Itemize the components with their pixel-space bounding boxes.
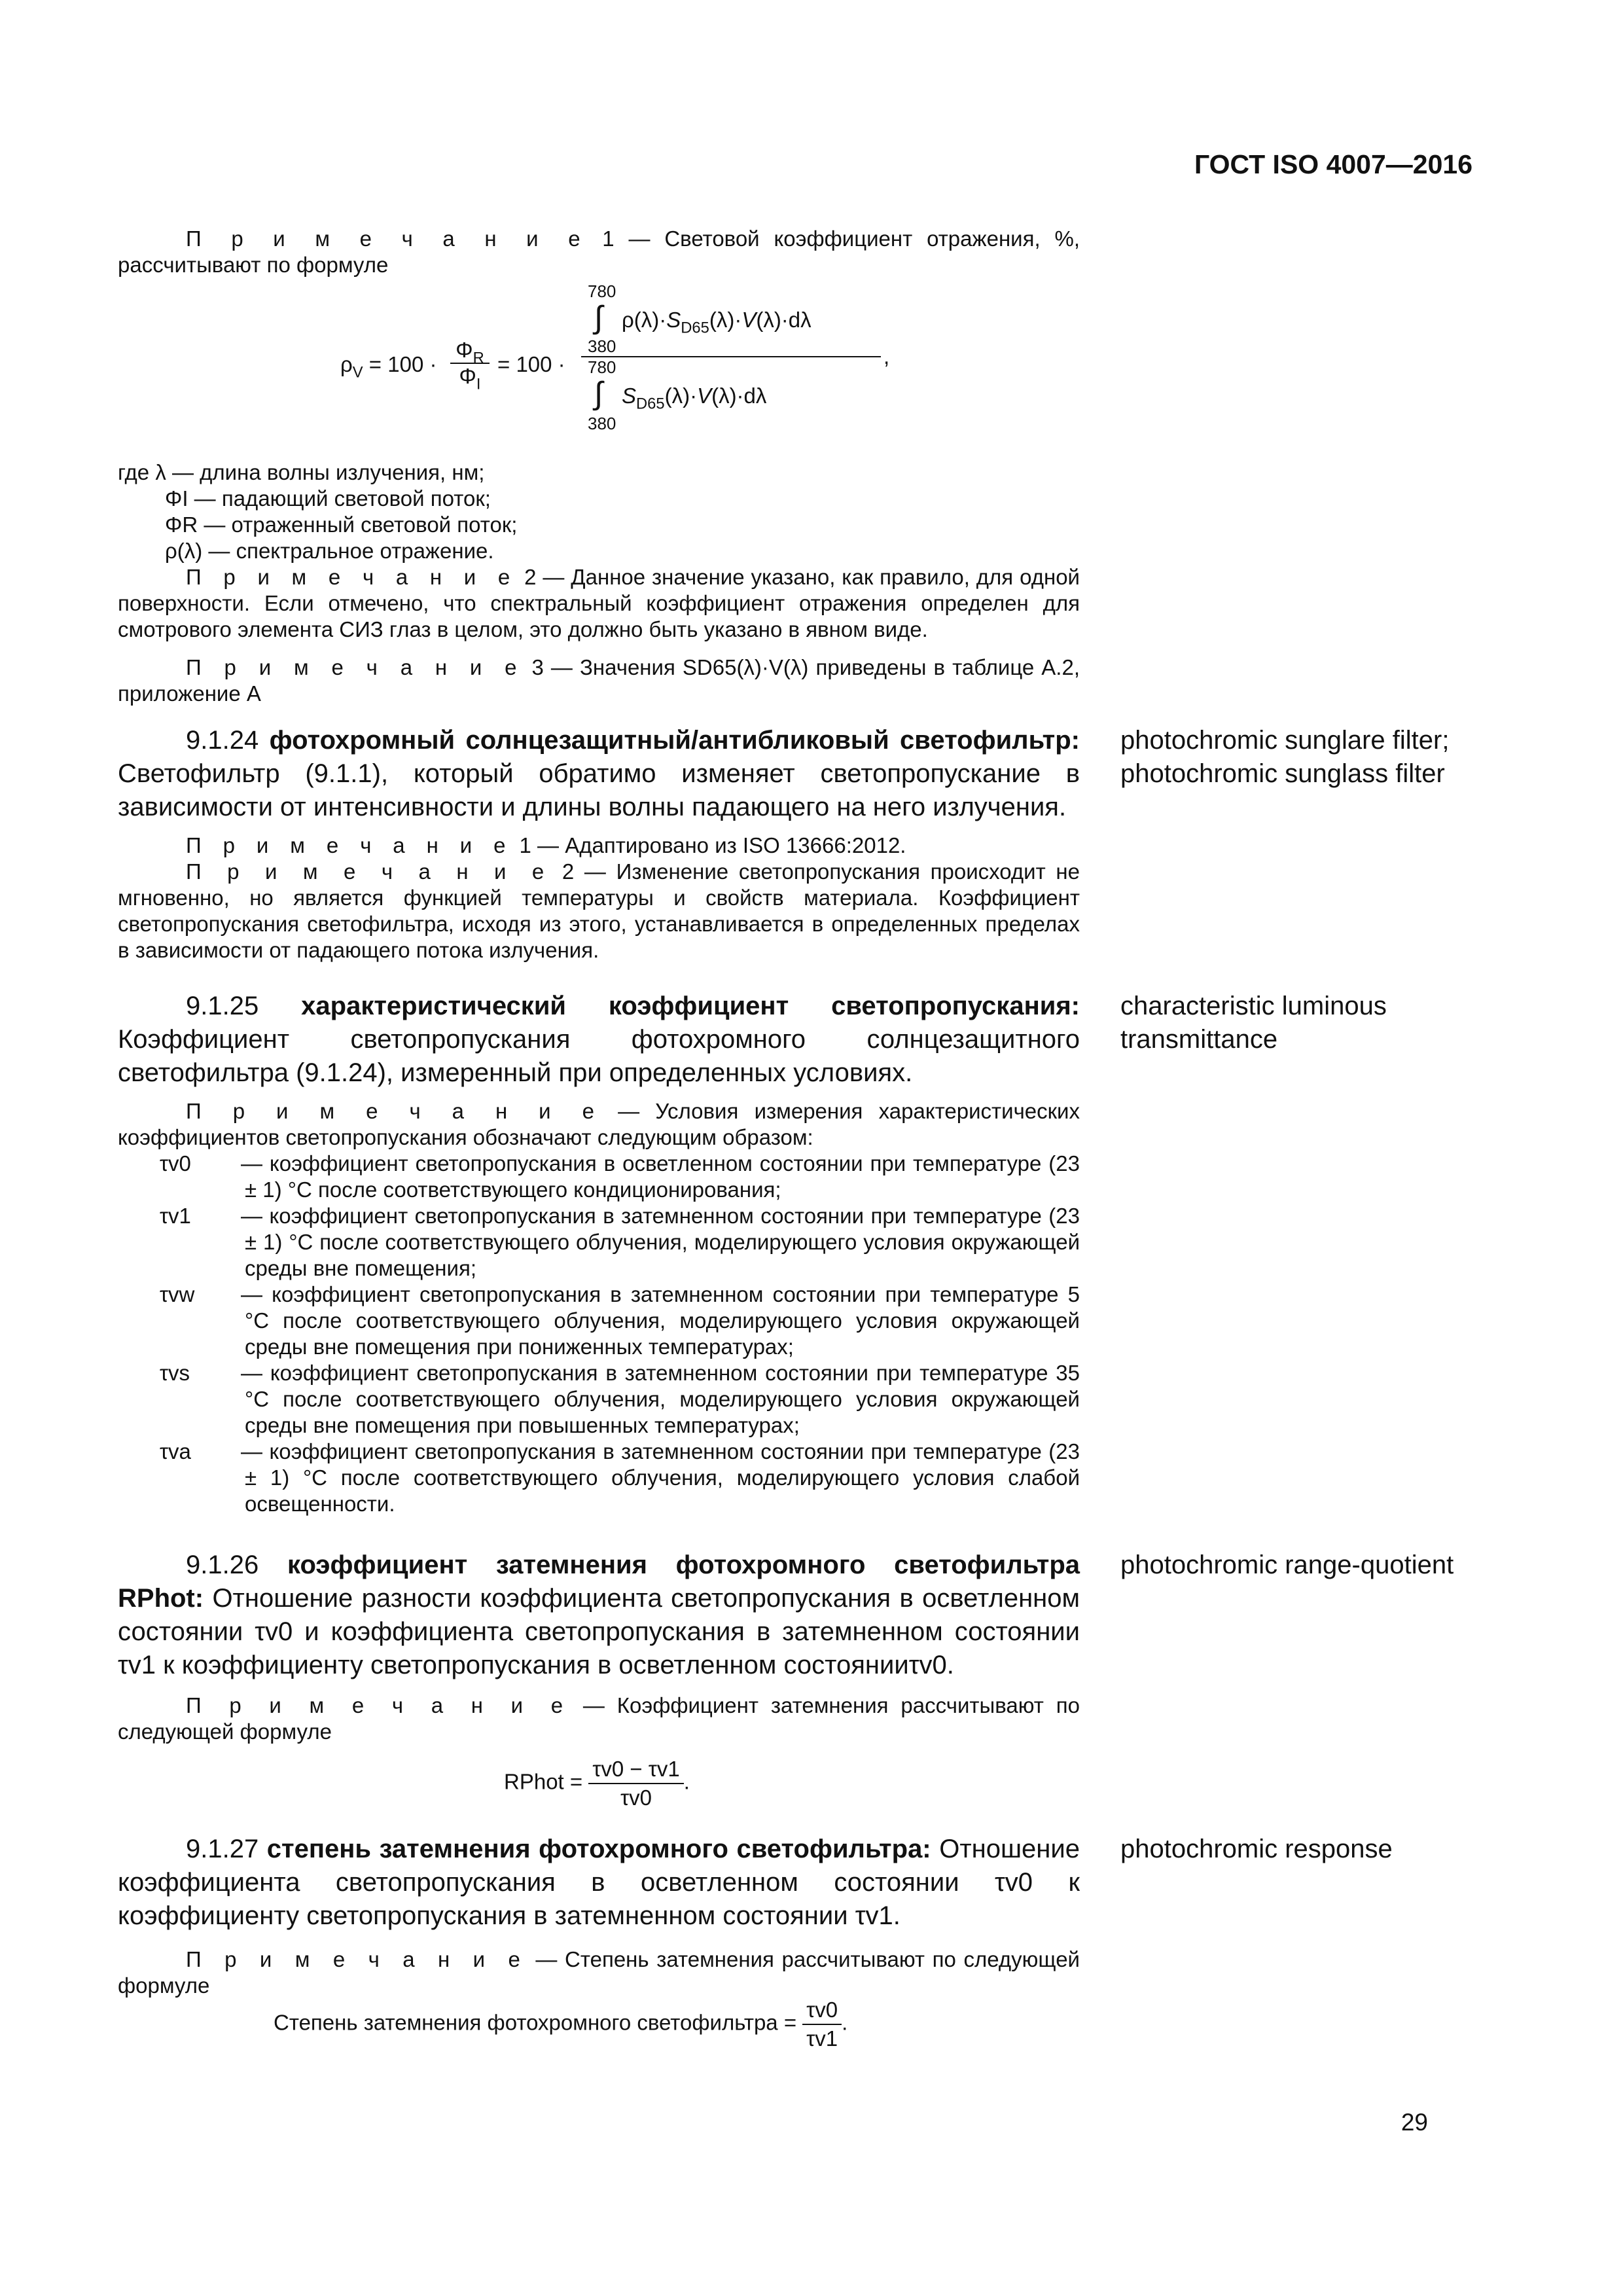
where-list (118, 459, 1080, 564)
where-item: ΦR — отраженный световой поток; (165, 512, 518, 537)
note-label: П р и м е ч а н и е (186, 655, 525, 679)
formula-numerator: τv0 (802, 1998, 842, 2025)
symbol-text: — коэффициент светопропускания в затемненном состоянии при температуре 5 °С после соответствующего облучения, моделирующего условия окружающей среды вне помещения при пониженных температурах; (241, 1282, 1080, 1359)
english-term: photochromic sunglass filter (1120, 759, 1445, 788)
note-label: П р и м е ч а н и е (186, 1099, 602, 1123)
note-text: 3 — Значения SD65(λ)·V(λ) приведены в таблице А.2, приложение А (118, 655, 1080, 706)
formula-numerator: τv0 − τv1 (588, 1757, 683, 1784)
term-definition: Отношение разности коэффициента светопропускания в осветленном состоянии τv0 и коэффициента светопропускания в затемненном состоянии τv1 к коэффициенту светопропускания в осветленном состоянииτv0. (118, 1584, 1080, 1679)
note-text: — Степень затемнения рассчитывают по следующей формуле (118, 1947, 1080, 1998)
english-equivalent-9-1-26: photochromic range-quotient (1120, 1551, 1454, 1579)
flux-fraction: $\Phi_R$ $\Phi_I$ (450, 338, 490, 389)
reflectance-formula (340, 281, 929, 458)
integral-fraction: 780 ∫ $\rho(\lambda)\cdot S_{D65}(\lambda)\cdot V(\lambda)\cdot d\lambda$ 380 780 ∫ $S_{D65}(\lambda)\cdot V(\lambda)\cdot d\lambda$ 380 , (581, 281, 908, 452)
english-equivalent-9-1-27: photochromic response (1120, 1835, 1393, 1863)
symbol: τva (160, 1439, 191, 1463)
formula-lhs: RPhot = (504, 1769, 583, 1794)
term-title: фотохромный солнцезащитный/антибликовый светофильтр: (269, 726, 1080, 755)
symbol: τvs (160, 1361, 190, 1385)
note-text: 2 — Данное значение указано, как правило, для одной поверхности. Если отмечено, что спектральный коэффициент отражения определен для смотрового элемента СИЗ глаз в целом, это должно быть указано в явном виде. (118, 565, 1080, 641)
note-transmission-change (118, 859, 1080, 963)
formula-trail: . (842, 2010, 848, 2035)
note-text: — Коэффициент затемнения рассчитывают по следующей формуле (118, 1693, 1080, 1744)
symbol-list (160, 1151, 1080, 1517)
formula-denominator: τv1 (806, 2026, 838, 2051)
term-number: 9.1.24 (186, 726, 259, 755)
symbol-item (160, 1151, 1080, 1203)
response-formula (274, 1998, 847, 2051)
note-label: П р и м е ч а н и е (186, 226, 588, 251)
symbol-text: — коэффициент светопропускания в затемненном состоянии при температуре (23 ± 1) °С после соответствующего облучения, моделирующего условия окружающей среды вне помещения; (241, 1204, 1080, 1280)
term-9-1-25 (118, 990, 1080, 1090)
note-label: П р и м е ч а н и е (186, 1693, 571, 1717)
note-conditions (118, 1098, 1080, 1151)
note-range-quotient (118, 1693, 1080, 1745)
term-9-1-26 (118, 1549, 1080, 1682)
term-number: 9.1.26 (186, 1551, 259, 1579)
formula-denominator: τv0 (620, 1785, 652, 1810)
symbol: τv0 (160, 1151, 191, 1175)
symbol-item (160, 1439, 1080, 1517)
formula-lhs: $\rho_V = 100$ · (340, 352, 437, 382)
note-label: П р и м е ч а н и е (186, 833, 514, 857)
where-item: где λ — длина волны излучения, нм; (118, 460, 485, 484)
note-reflectance (118, 226, 1080, 278)
document-id: ГОСТ ISO 4007—2016 (1194, 149, 1472, 179)
term-title: коэффициент затемнения фотохромного светофильтра RPhot: (118, 1551, 1080, 1613)
symbol-text: — коэффициент светопропускания в затемненном состоянии при температуре (23 ± 1) °С после соответствующего облучения, моделирующего условия слабой освещенности. (241, 1439, 1080, 1516)
english-term: photochromic sunglare filter; (1120, 726, 1450, 755)
term-number: 9.1.27 (186, 1835, 259, 1863)
note-label: П р и м е ч а н и е (186, 859, 552, 884)
note-text: 1 — Световой коэффициент отражения, %, рассчитывают по формуле (118, 226, 1080, 277)
range-quotient-formula (504, 1757, 690, 1810)
formula-mid: = 100 · (497, 352, 565, 376)
english-equivalent-9-1-24 (1120, 724, 1461, 791)
term-definition: Коэффициент светопропускания фотохромного солнцезащитного светофильтра (9.1.24), измеренный при определенных условиях. (118, 1025, 1080, 1087)
formula-fraction (588, 1757, 683, 1810)
note-label: П р и м е ч а н и е (186, 565, 518, 589)
formula-lhs: Степень затемнения фотохромного светофильтра = (274, 2010, 797, 2035)
note-response (118, 1946, 1080, 1999)
where-item: ΦI — падающий световой поток; (165, 486, 491, 511)
term-definition: Светофильтр (9.1.1), который обратимо изменяет светопропускание в зависимости от интенсивности и длины волны падающего на него излучения. (118, 759, 1080, 821)
term-title: характеристический коэффициент светопропускания: (301, 992, 1080, 1020)
symbol-item (160, 1282, 1080, 1360)
note-text: 1 — Адаптировано из ISO 13666:2012. (513, 833, 906, 857)
symbol: τvw (160, 1282, 195, 1306)
symbol-text: — коэффициент светопропускания в осветленном состоянии при температуре (23 ± 1) °С после соответствующего кондиционирования; (241, 1151, 1080, 1202)
note-table-ref (118, 655, 1080, 707)
term-9-1-27 (118, 1833, 1080, 1933)
term-9-1-24 (118, 724, 1080, 824)
symbol-item (160, 1203, 1080, 1282)
note-single-surface (118, 564, 1080, 643)
note-text: 2 — Изменение светопропускания происходит не мгновенно, но является функцией температуры и свойств материала. Коэффициент светопропускания светофильтра, исходя из этого, устанавливается в определенных пределах в зависимости от падающего потока излучения. (118, 859, 1080, 962)
term-number: 9.1.25 (186, 992, 259, 1020)
note-text: — Условия измерения характеристических коэффициентов светопропускания обозначают следующим образом: (118, 1099, 1080, 1149)
symbol-text: — коэффициент светопропускания в затемненном состоянии при температуре 35 °С после соответствующего облучения, моделирующего условия окружающей среды вне помещения при повышенных температурах; (241, 1361, 1080, 1437)
where-item: ρ(λ) — спектральное отражение. (165, 539, 494, 563)
page-number: 29 (1400, 2109, 1428, 2136)
formula-trail: . (683, 1769, 690, 1794)
term-definition: Отношение коэффициента светопропускания в осветленном состоянии τv0 к коэффициенту светопропускания в затемненном состоянии τv1. (118, 1835, 1080, 1930)
symbol: τv1 (160, 1204, 191, 1228)
term-title: степень затемнения фотохромного светофильтра: (266, 1835, 931, 1863)
symbol-item (160, 1360, 1080, 1439)
note-adapted (118, 833, 1080, 859)
english-equivalent-9-1-25: characteristic luminous transmittance (1120, 992, 1387, 1054)
note-label: П р и м е ч а н и е (186, 1947, 528, 1971)
formula-fraction (802, 1998, 842, 2051)
